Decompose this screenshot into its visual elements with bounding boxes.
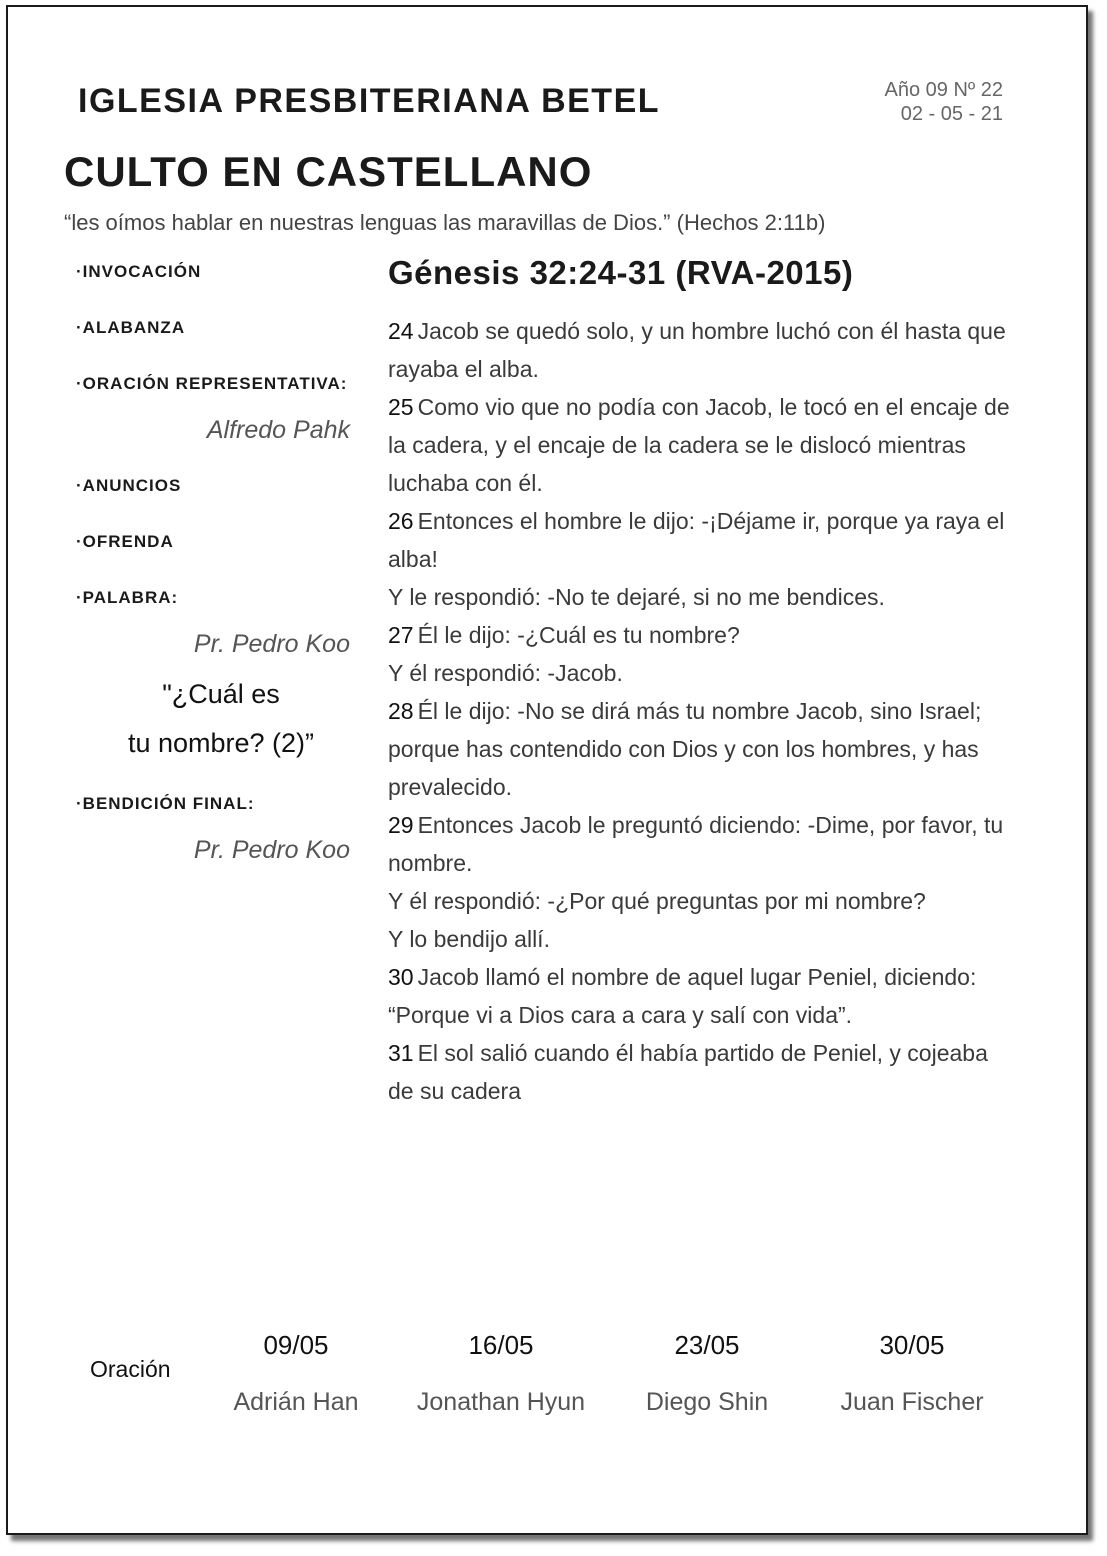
prayer-name: Adrián Han — [233, 1388, 359, 1416]
issue-number: Año 09 Nº 22 — [884, 79, 1003, 101]
verse-number: 29 — [388, 812, 414, 838]
prayer-date: 23/05 — [674, 1330, 740, 1360]
verse-text: Jacob se quedó solo, y un hombre luchó con él hasta que rayaba el alba. — [388, 318, 1006, 382]
epigraph: “les oímos hablar en nuestras lenguas las maravillas de Dios.” (Hechos 2:11b) — [64, 210, 826, 235]
verse-number: 27 — [388, 622, 414, 648]
verse — [388, 312, 1018, 388]
verse — [388, 1034, 1018, 1110]
verse-response: Y lo bendijo allí. — [388, 926, 550, 952]
oracion-person: Alfredo Pahk — [206, 416, 350, 444]
verse-number: 25 — [388, 394, 414, 420]
issue-info — [885, 78, 1004, 126]
verse-text: Él le dijo: -No se dirá más tu nombre Jacob, sino Israel; porque has contendido con Dios y con los hombres, y has prevalecido. — [388, 698, 982, 800]
church-name: IGLESIA PRESBITERIANA BETEL — [78, 82, 661, 120]
verse — [388, 958, 1018, 1034]
order-anuncios: ·ANUNCIOS — [76, 476, 182, 495]
issue-date: 02 - 05 - 21 — [900, 103, 1003, 125]
verse — [388, 806, 1018, 958]
verse — [388, 616, 1018, 692]
palabra-person: Pr. Pedro Koo — [193, 630, 350, 658]
order-oracion: ·ORACIÓN REPRESENTATIVA: — [76, 374, 348, 393]
scripture-reading — [388, 254, 1018, 1110]
verse-text: Entonces el hombre le dijo: -¡Déjame ir, porque ya raya el alba! — [388, 508, 1005, 572]
verse-response: Y le respondió: -No te dejaré, si no me bendices. — [388, 584, 885, 610]
verse-number: 24 — [388, 318, 414, 344]
bendicion-person: Pr. Pedro Koo — [193, 836, 350, 864]
service-title: CULTO EN CASTELLANO — [64, 148, 593, 195]
order-invocacion: ·INVOCACIÓN — [76, 262, 202, 281]
verse-text: Como vio que no podía con Jacob, le tocó en el encaje de la cadera, y el encaje de la cadera se le dislocó mientras luchaba con él. — [388, 394, 1010, 496]
prayer-name: Diego Shin — [645, 1388, 769, 1416]
verse-number: 31 — [388, 1040, 414, 1066]
verse — [388, 502, 1018, 616]
prayer-name: Juan Fischer — [840, 1388, 984, 1416]
prayer-name: Jonathan Hyun — [416, 1388, 586, 1416]
verse-number: 26 — [388, 508, 414, 534]
scripture-reference: Génesis 32:24-31 (RVA-2015) — [388, 254, 854, 291]
sermon-title-line1: "¿Cuál es — [162, 679, 280, 709]
verse — [388, 388, 1018, 502]
order-bendicion: ·BENDICIÓN FINAL: — [76, 794, 255, 813]
prayer-slot — [812, 1330, 1012, 1417]
order-alabanza: ·ALABANZA — [76, 318, 186, 337]
prayer-date: 09/05 — [263, 1330, 329, 1360]
verse — [388, 692, 1018, 806]
verse-response: Y él respondió: -¿Por qué preguntas por mi nombre? — [388, 888, 926, 914]
prayer-date: 30/05 — [879, 1330, 945, 1360]
prayer-slot — [401, 1330, 601, 1417]
verse-text: Entonces Jacob le preguntó diciendo: -Dime, por favor, tu nombre. — [388, 812, 1004, 876]
verse-list — [388, 312, 1018, 1110]
order-ofrenda: ·OFRENDA — [76, 532, 174, 551]
verse-number: 30 — [388, 964, 414, 990]
verse-response: Y él respondió: -Jacob. — [388, 660, 623, 686]
verse-number: 28 — [388, 698, 414, 724]
verse-text: Él le dijo: -¿Cuál es tu nombre? — [417, 622, 740, 648]
prayer-date: 16/05 — [468, 1330, 534, 1360]
verse-text: El sol salió cuando él había partido de Peniel, y cojeaba de su cadera — [388, 1040, 988, 1104]
prayer-label: Oración — [90, 1356, 171, 1382]
verse-text: Jacob llamó el nombre de aquel lugar Peniel, diciendo: “Porque vi a Dios cara a cara y salí con vida”. — [388, 964, 977, 1028]
order-palabra: ·PALABRA: — [76, 588, 179, 607]
sermon-title — [76, 670, 366, 768]
sermon-title-line2: tu nombre? (2)” — [127, 728, 315, 758]
prayer-slot — [196, 1330, 396, 1417]
prayer-slot — [607, 1330, 807, 1417]
